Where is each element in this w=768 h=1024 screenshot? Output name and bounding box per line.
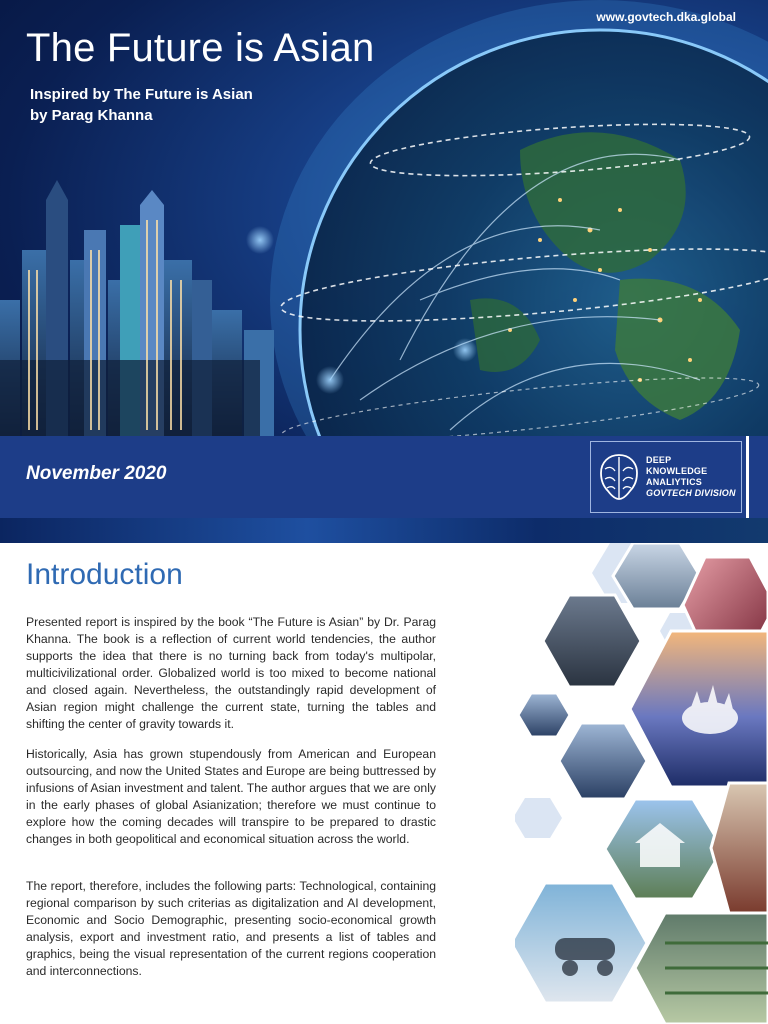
photo-robot-arm [543,595,641,687]
photo-small-city [518,693,570,737]
intro-paragraph-1: Presented report is inspired by the book “The Future is Asian” by Dr. Parag Khanna. The book is a reflection of current world tendencies, the author supports the idea that there is no turning back from today's multipolar, multicivilizational order. Globalized world is too mixed to become national and closed again. Nevertheless, the outstandingly rapid development of Asian region might challenge the current state, turning the tables and shifting the center of gravity towards it. [26,615,436,731]
subtitle-line-2: by Parag Khanna [30,107,153,124]
site-url[interactable]: www.govtech.dka.global [596,10,736,24]
photo-expo-crowd [559,723,647,799]
brand-line-2: KNOWLEDGE [646,466,708,476]
date-band-texture [0,518,768,543]
brand-divider [746,436,749,518]
brand-name [646,455,736,499]
brand-line-1: DEEP [646,455,672,465]
report-subtitle [30,84,253,126]
section-heading-introduction: Introduction [26,558,183,591]
report-date: November 2020 [26,463,167,484]
brain-icon [597,451,641,503]
report-title: The Future is Asian [26,26,375,70]
subtitle-line-1: Inspired by The Future is Asian [30,86,253,103]
brand-line-4: GOVTECH DIVISION [646,488,736,498]
photo-city-street [711,783,768,913]
intro-paragraph-3: The report, therefore, includes the following parts: Technological, containing regional comparison by such criterias as digitalization and AI development, Economic and Socio Demographic, presenting socio-economical growth analysis, export and investment ratio, and presents a list of tables and graphics, being the visual representation of the current regions cooperation and interconnections. [26,879,436,978]
brand-line-3: ANALIYTICS [646,477,702,487]
hexagon-photo-collage [515,543,768,1024]
brand-logo-box [590,441,742,513]
intro-paragraph-2: Historically, Asia has grown stupendously from American and European outsourcing, and now the United States and Europe are being buttressed by infusions of Asian investment and talent. The author argues that we are only in the early phases of global Asianization; therefore we must continue to explore how the coming decades will transpire to be prepared to drastic changes in both geopolitical and economical situation across the world. [26,747,436,846]
